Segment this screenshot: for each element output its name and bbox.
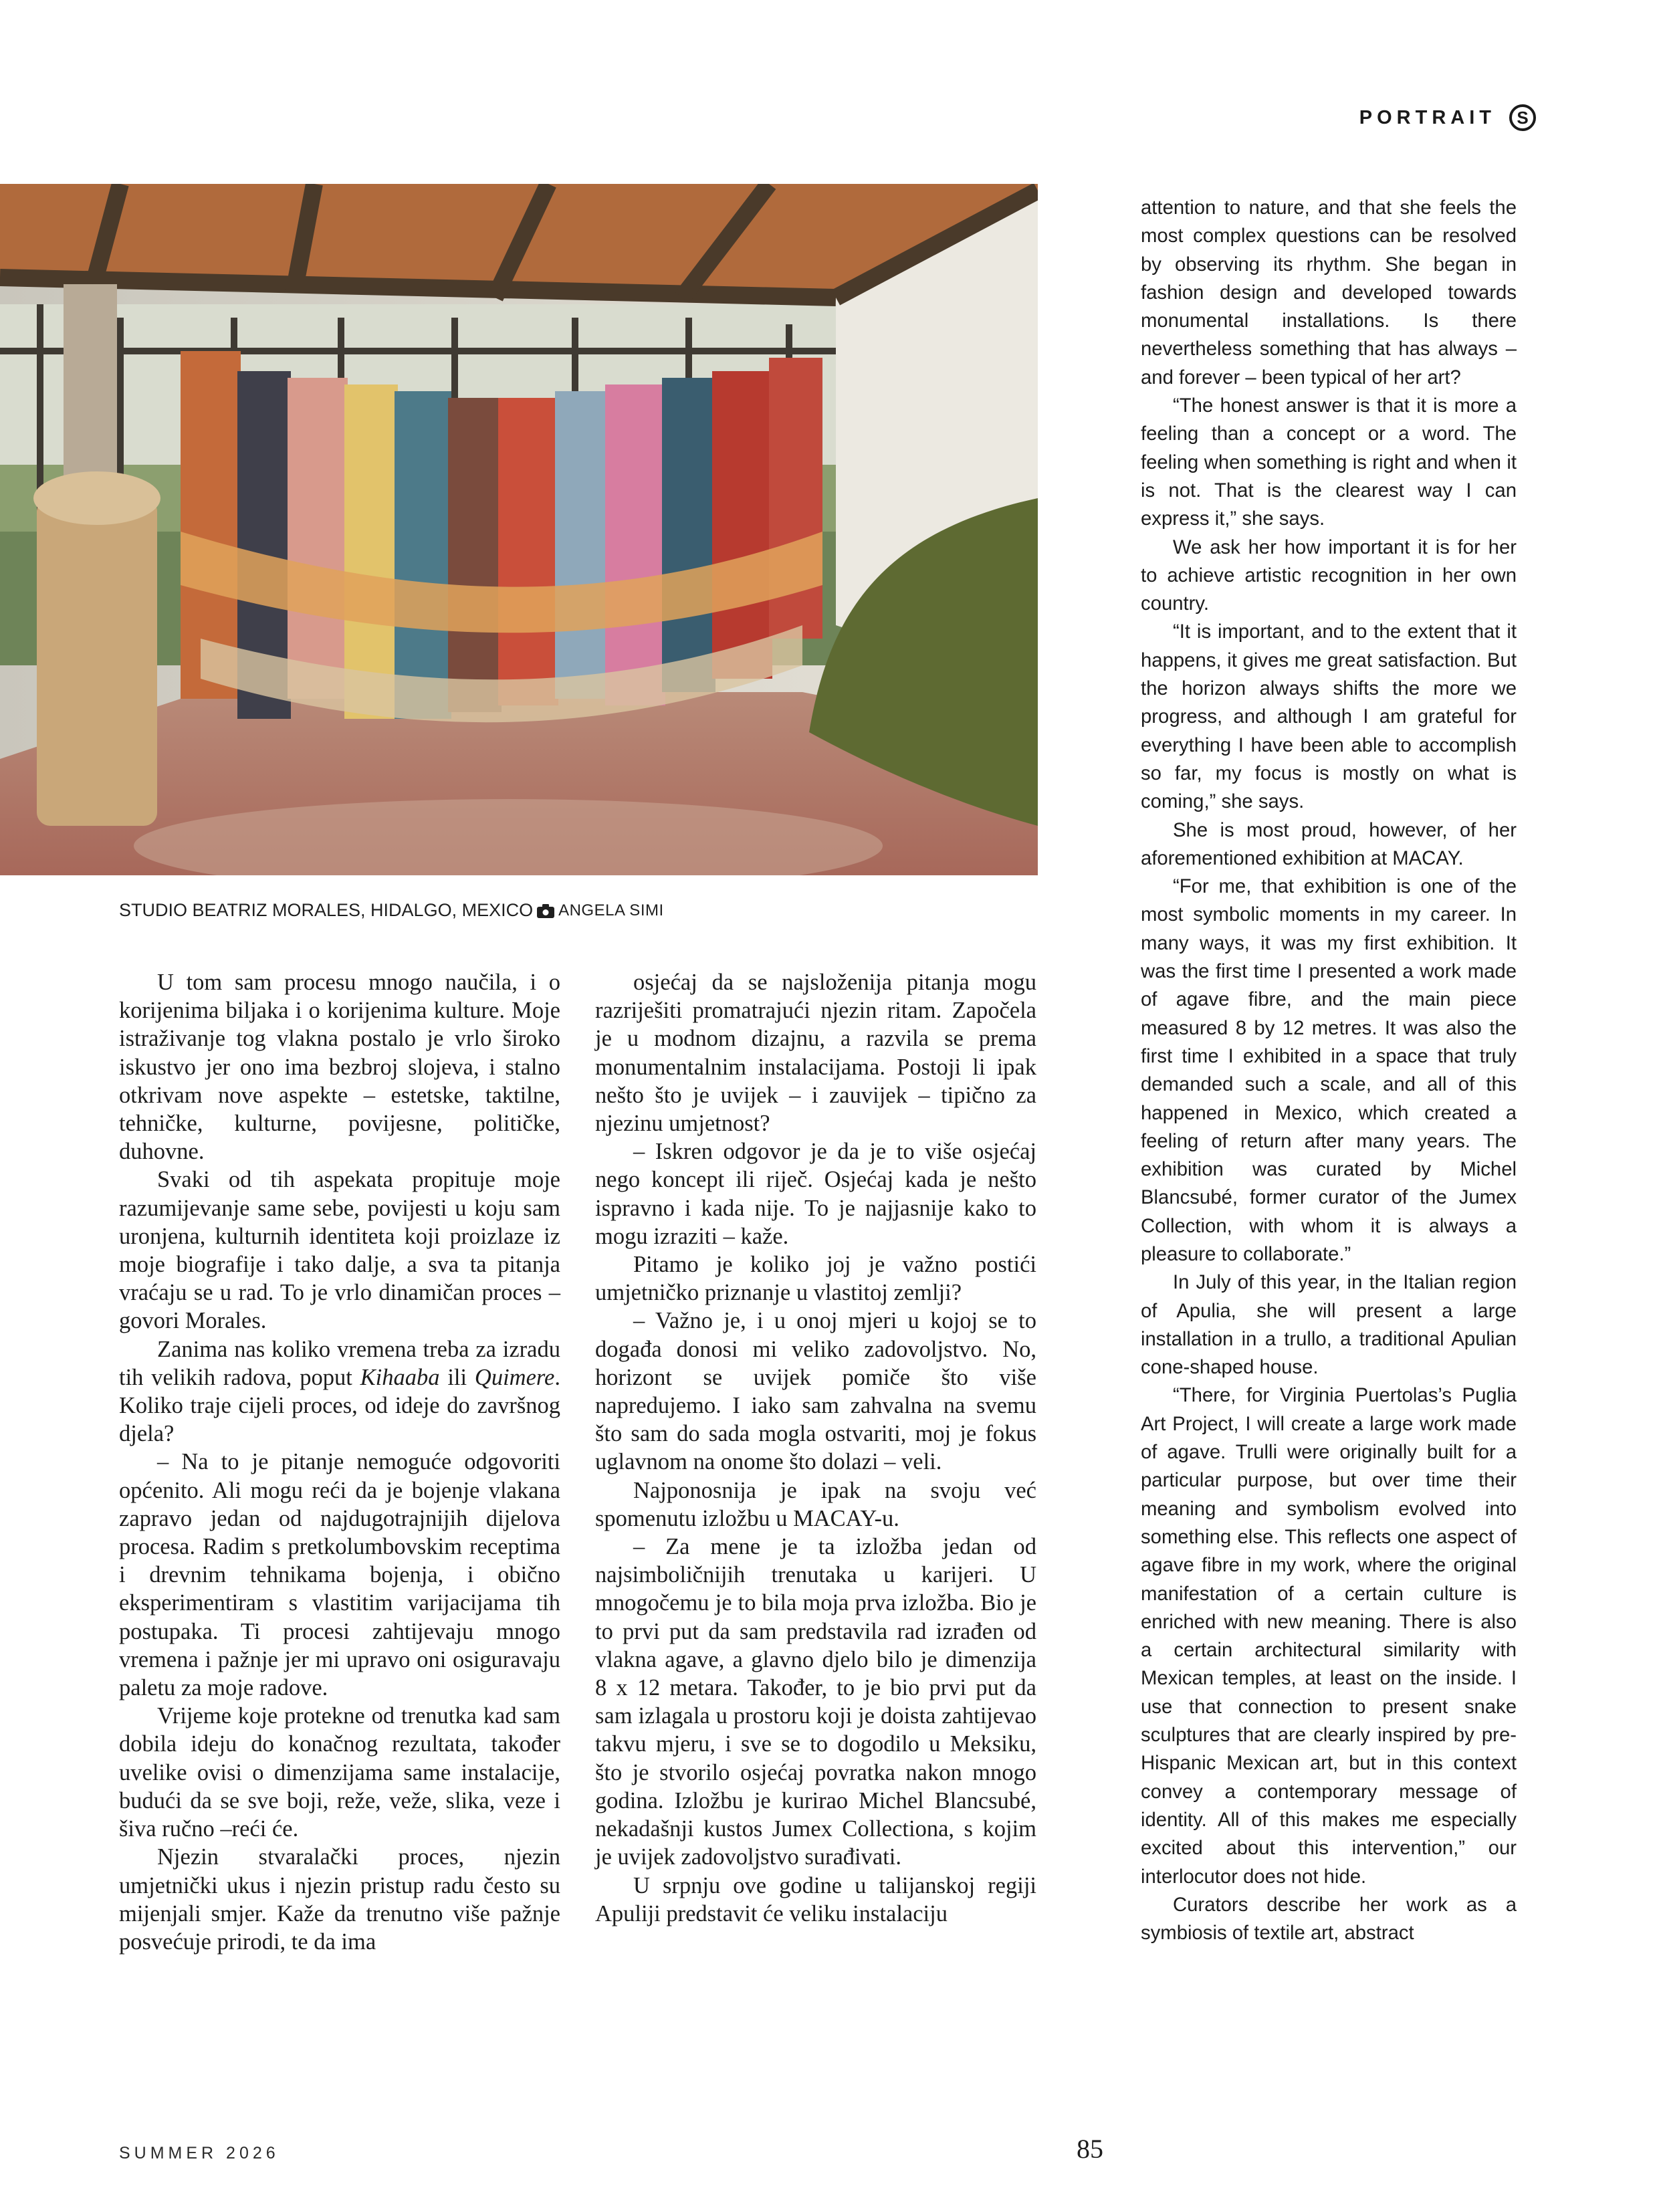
paragraph: – Važno je, i u onoj mjeri u kojoj se to događa donosi mi veliko zadovoljstvo. No, horizont se uvijek pomiče što više napredujemo. I iako sam zahvalna na svemu što sam do sada mogla ostvariti, moj je fokus uglavnom na onome što dolazi – veli. [595,1308,1036,1475]
section-header [1359,104,1536,131]
studio-photo-illustration [0,184,1038,875]
studio-photo [0,184,1038,875]
paragraph: We ask her how important it is for her to achieve artistic recognition in her own country. [1141,536,1517,615]
photo-caption [119,900,664,921]
paragraph: “For me, that exhibition is one of the most symbolic moments in my career. In many ways, it was my first exhibition. It was the first time I presented a work made of agave fibre, and the main piece measured 8 by 12 metres. It was also the first time I exhibited in a space that truly demanded such a scale, and all of this happened in Mexico, which created a feeling of return after many years. The exhibition was curated by Michel Blancsubé, former curator of the Jumex Collection, with whom it is always a pleasure to collaborate.” [1141,875,1517,1265]
paragraph: In July of this year, in the Italian region of Apulia, she will present a large installation in a trullo, a traditional Apulian cone-shaped house. [1141,1271,1517,1379]
paragraph: “There, for Virginia Puertolas’s Puglia Art Project, I will create a large work made of agave. Trulli were originally built for a particular purpose, but over time their meaning and symbolism evolved into something else. This reflects one aspect of agave fibre in my work, where the original manifestation of a certain culture is enriched with new meaning. There is also a certain architectural similarity with Mexican temples, at least on the inside. I use that connection to present snake sculptures that are clearly inspired by pre-Hispanic Mexican art, but in this context convey a contemporary message of identity. All of this makes me especially excited about this intervention,” our interlocutor does not hide. [1141,1384,1517,1888]
section-title: PORTRAIT [1359,106,1496,128]
paragraph: Pitamo je koliko joj je važno postići umjetničko priznanje u vlastitoj zemlji? [595,1252,1036,1306]
paragraph: attention to nature, and that she feels the most complex questions can be resolved by observing its rhythm. She began in fashion design and developed towards monumental installations. Is there nevertheless something that has always – and forever – been typical of her art? [1141,197,1517,389]
paragraph: – Iskren odgovor je da je to više osjećaj nego koncept ili riječ. Osjećaj kada je nešto ispravno i kada nije. To je najjasnije kako to mogu izraziti – kaže. [595,1139,1036,1249]
paragraph: osjećaj da se najsloženija pitanja mogu razriješiti promatrajući njezin ritam. Započela je u modnom dizajnu, a razvila se prema monumentalnim instalacijama. Postoji li ipak nešto što je uvijek – i zauvijek – tipično za njezinu umjetnost? [595,970,1036,1137]
article-column-english [1141,194,1517,1947]
paragraph: – Na to je pitanje nemoguće odgovoriti općenito. Ali mogu reći da je bojenje vlakana zapravo jedan od najdugotrajnijih dijelova procesa. Radim s pretkolumbovskim receptima i drevnim tehnikama bojenja, i obično eksperimentiram s vlastitim varijacijama tih postupaka. Ti procesi zahtijevaju mnogo vremena i pažnje jer mi upravo oni osiguravaju paletu za moje radove. [119,1449,560,1701]
paragraph: Curators describe her work as a symbiosis of textile art, abstract [1141,1893,1517,1945]
page-number: 85 [1077,2134,1103,2164]
paragraph: Zanima nas koliko vremena treba za izradu tih velikih radova, poput Kihaaba ili Quimere. Koliko traje cijeli proces, od ideje do završnog djela? [119,1336,560,1447]
paragraph: – Za mene je ta izložba jedan od najsimboličnijih trenutaka u karijeri. U mnogočemu je to bila moja prva izložba. Bio je to prvi put da sam predstavila rad izrađen od vlakna agave, a glavno djelo bilo je dimenzija 8 x 12 metara. Također, to je bio prvi put da sam izlagala u prostoru koji je doista zahtijevao takvu mjeru, i sve se to dogodilo u Meksiku, što je stvorilo osjećaj povratka nakon mnogo godina. Izložbu je kurirao Michel Blancsubé, nekadašnji kustos Jumex Collectiona, s kojim je uvijek zadovoljstvo surađivati. [595,1534,1036,1870]
paragraph: Njezin stvaralački proces, njezin umjetnički ukus i njezin pristup radu često su mijenjali smjer. Kaže da trenutno više pažnje posvećuje prirodi, te da ima [119,1844,560,1955]
paragraph: She is most proud, however, of her aforementioned exhibition at MACAY. [1141,818,1517,869]
paragraph: “The honest answer is that it is more a feeling than a concept or a word. The feeling when something is right and when it is not. That is the clearest way I can express it,” she says. [1141,395,1517,530]
issue-label: SUMMER 2026 [119,2144,280,2163]
paragraph: U srpnju ove godine u talijanskoj regiji Apuliji predstavit će veliku instalaciju [595,1872,1036,1926]
camera-icon [537,903,554,918]
article-column-croatian-2 [595,968,1036,1928]
magazine-logo-icon: S [1509,104,1536,131]
paragraph: Najponosnija je ipak na svoju već spomenutu izložbu u MACAY-u. [595,1477,1036,1531]
caption-photo-credit: ANGELA SIMI [558,901,664,919]
paragraph: Svaki od tih aspekata propituje moje razumijevanje same sebe, povijesti u koju sam uronjena, kulturnih identiteta koji proizlaze iz moje biografije i tako dalje, a sva ta pitanja vraćaju se u rad. To je vrlo dinamičan proces – govori Morales. [119,1167,560,1334]
paragraph: Vrijeme koje protekne od trenutka kad sam dobila ideju do konačnog rezultata, također uvelike ovisi o dimenzijama same instalacije, budući da se sve boji, reže, veže, slika, veze i šiva ručno –reći će. [119,1703,560,1842]
caption-location: STUDIO BEATRIZ MORALES, HIDALGO, MEXICO [119,900,534,920]
article-column-croatian-1 [119,968,560,1956]
paragraph: U tom sam procesu mnogo naučila, i o korijenima biljaka i o korijenima kulture. Moje istraživanje tog vlakna postalo je vrlo široko iskustvo jer ono ima bezbroj slojeva, i stalno otkrivam nove aspekte – estetske, taktilne, tehničke, kulturne, povijesne, političke, duhovne. [119,970,560,1165]
paragraph: “It is important, and to the extent that it happens, it gives me great satisfaction. But the horizon always shifts the more we progress, and although I am grateful for everything I have been able to accomplish so far, my focus is mostly on what is coming,” she says. [1141,621,1517,813]
